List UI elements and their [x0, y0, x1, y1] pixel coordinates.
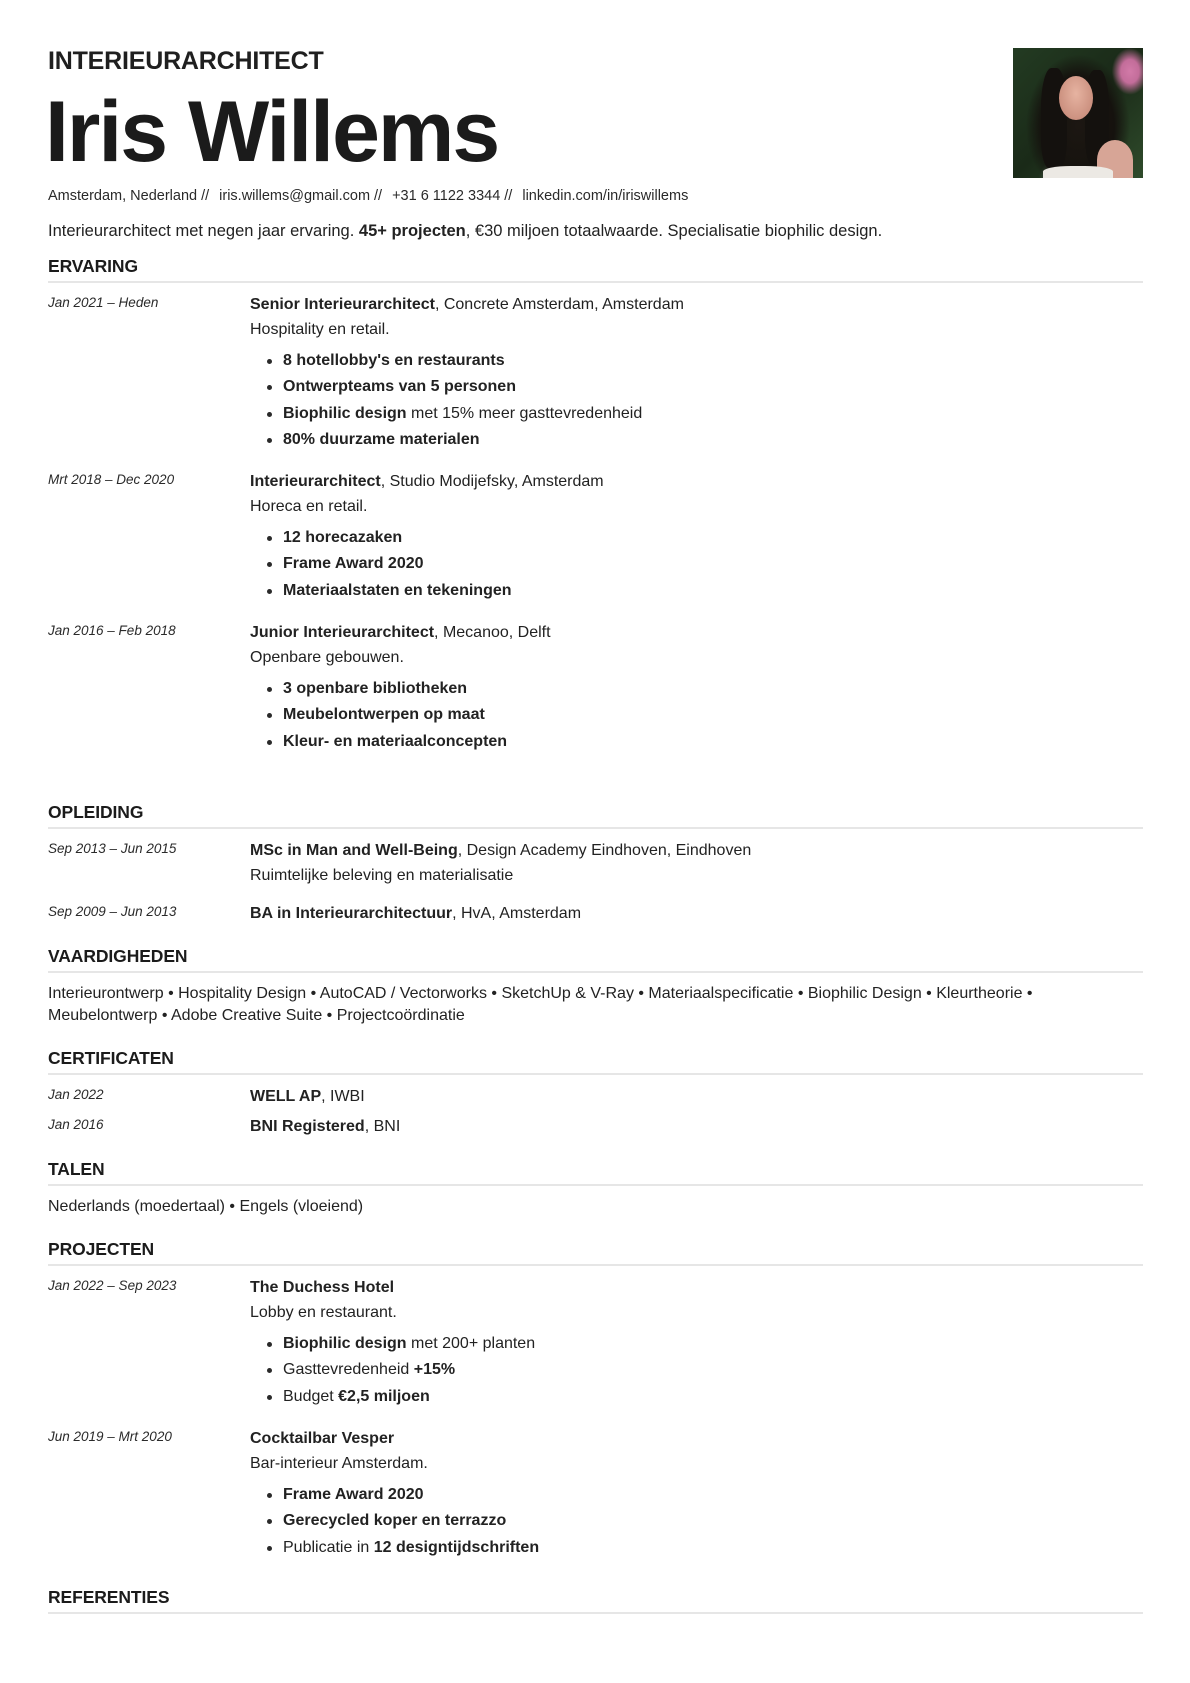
summary-text: Interieurarchitect met negen jaar ervaring. — [48, 222, 359, 240]
section-divider — [48, 1612, 1143, 1614]
entry-headline — [250, 904, 1130, 924]
summary-highlight: 45+ projecten — [358, 222, 466, 240]
entry-school: , Design Academy Eindhoven, Eindhoven — [457, 842, 752, 859]
certificate-issuer: , BNI — [364, 1118, 401, 1135]
bullet-item: Meubelontwerpen op maat — [267, 705, 1130, 725]
entry-bullets — [250, 679, 1130, 752]
entry-bullets — [250, 351, 1130, 450]
bullet-item: Biophilic design met 200+ planten — [267, 1334, 1130, 1354]
entry-date: Jan 2021 – Heden — [48, 295, 159, 310]
section-title: TALEN — [48, 1159, 105, 1179]
entry-degree: BA in Interieurarchitectuur — [250, 905, 453, 922]
section-divider — [48, 827, 1143, 829]
entry-bullets — [250, 1334, 1130, 1407]
contact-line — [48, 188, 688, 204]
section-divider — [48, 1264, 1143, 1266]
bullet-item: Gasttevredenheid +15% — [267, 1360, 1130, 1380]
entry-headline — [250, 623, 1130, 643]
profile-photo — [1013, 48, 1143, 178]
bullet-item: 12 horecazaken — [267, 528, 1130, 548]
photo-face — [1059, 76, 1093, 120]
entry-headline — [250, 295, 1130, 315]
entry-description: Bar-interieur Amsterdam. — [250, 1455, 428, 1472]
section-experience — [48, 255, 1143, 283]
entry-date: Jan 2016 – Feb 2018 — [48, 623, 176, 638]
person-name: Iris Willems — [45, 84, 499, 180]
entry-description: Hospitality en retail. — [250, 321, 390, 338]
bullet-item: Gerecycled koper en terrazzo — [267, 1511, 1130, 1531]
bullet-item: Materiaalstaten en tekeningen — [267, 581, 1130, 601]
section-title: ERVARING — [48, 256, 138, 276]
entry-role: Senior Interieurarchitect — [250, 296, 435, 313]
resume-page — [45, 0, 1143, 1607]
entry-bullets — [250, 1485, 1130, 1558]
section-divider — [48, 1184, 1143, 1186]
section-title: VAARDIGHEDEN — [48, 946, 188, 966]
entry-date: Sep 2009 – Jun 2013 — [48, 904, 177, 919]
section-title: REFERENTIES — [48, 1587, 170, 1607]
certificate-name: WELL AP — [250, 1088, 322, 1105]
bullet-item: Frame Award 2020 — [267, 554, 1130, 574]
bullet-item: Biophilic design met 15% meer gasttevredenheid — [267, 404, 1130, 424]
skills-line: Interieurontwerp • Hospitality Design • AutoCAD / Vectorworks • SketchUp & V-Ray • Materiaalspecificatie • Biophilic Design • Kleurtheorie • — [48, 985, 1033, 1002]
job-title: INTERIEURARCHITECT — [48, 47, 324, 75]
bullet-item: Kleur- en materiaalconcepten — [267, 732, 1130, 752]
entry-description: Lobby en restaurant. — [250, 1304, 397, 1321]
entry-date: Mrt 2018 – Dec 2020 — [48, 472, 175, 487]
entry-org: , Concrete Amsterdam, Amsterdam — [434, 296, 684, 313]
resume-header — [45, 0, 1143, 250]
certificate-issuer: , IWBI — [321, 1088, 365, 1105]
bullet-item: 80% duurzame materialen — [267, 430, 1130, 450]
bullet-item: Budget €2,5 miljoen — [267, 1387, 1130, 1407]
bullet-item: 3 openbare bibliotheken — [267, 679, 1130, 699]
skills-line: Meubelontwerp • Adobe Creative Suite • Projectcoördinatie — [48, 1007, 465, 1024]
certificate-name: BNI Registered — [250, 1118, 365, 1135]
entry-org: , Mecanoo, Delft — [434, 624, 551, 641]
languages-line: Nederlands (moedertaal) • Engels (vloeiend) — [48, 1198, 364, 1215]
contact-phone[interactable]: +31 6 1122 3344 — [392, 188, 501, 204]
entry-headline — [250, 1429, 1130, 1449]
entry-role: Junior Interieurarchitect — [250, 624, 435, 641]
entry-headline — [250, 472, 1130, 492]
contact-separator: // — [374, 188, 383, 204]
entry-description: Openbare gebouwen. — [250, 649, 404, 666]
entry-description: Horeca en retail. — [250, 498, 368, 515]
entry-role: Interieurarchitect — [250, 473, 381, 490]
entry-degree: MSc in Man and Well-Being — [250, 842, 458, 859]
section-certificates — [48, 1047, 1143, 1075]
contact-location: Amsterdam, Nederland — [48, 188, 198, 204]
entry-org: , Studio Modijefsky, Amsterdam — [380, 473, 604, 490]
bullet-item: Ontwerpteams van 5 personen — [267, 377, 1130, 397]
profile-summary — [48, 222, 882, 241]
bullet-item: Frame Award 2020 — [267, 1485, 1130, 1505]
contact-separator: // — [201, 188, 210, 204]
contact-linkedin[interactable]: linkedin.com/in/iriswillems — [522, 188, 689, 204]
section-education — [48, 801, 1143, 829]
entry-headline — [250, 1117, 1130, 1137]
contact-separator: // — [504, 188, 513, 204]
photo-shirt — [1043, 166, 1113, 178]
section-divider — [48, 281, 1143, 283]
entry-headline — [250, 1278, 1130, 1298]
section-languages — [48, 1158, 1143, 1218]
entry-date: Jun 2019 – Mrt 2020 — [48, 1429, 172, 1444]
section-projects — [48, 1238, 1143, 1266]
entry-school: , HvA, Amsterdam — [452, 905, 582, 922]
section-title: PROJECTEN — [48, 1239, 155, 1259]
bullet-item: 8 hotellobby's en restaurants — [267, 351, 1130, 371]
project-name: The Duchess Hotel — [250, 1279, 395, 1296]
section-references — [48, 1586, 1143, 1614]
entry-bullets — [250, 528, 1130, 601]
section-divider — [48, 1073, 1143, 1075]
section-skills — [48, 945, 1143, 1027]
summary-text: , €30 miljoen totaalwaarde. Specialisatie biophilic design. — [465, 222, 883, 240]
bullet-item: Publicatie in 12 designtijdschriften — [267, 1538, 1130, 1558]
entry-date: Jan 2022 – Sep 2023 — [48, 1278, 177, 1293]
contact-email[interactable]: iris.willems@gmail.com — [219, 188, 371, 204]
section-title: CERTIFICATEN — [48, 1048, 174, 1068]
section-divider — [48, 971, 1143, 973]
entry-headline — [250, 1087, 1130, 1107]
entry-headline — [250, 841, 1130, 861]
entry-date: Jan 2016 — [48, 1117, 104, 1132]
entry-date: Sep 2013 – Jun 2015 — [48, 841, 177, 856]
entry-description: Ruimtelijke beleving en materialisatie — [250, 867, 514, 884]
project-name: Cocktailbar Vesper — [250, 1430, 395, 1447]
entry-date: Jan 2022 — [48, 1087, 104, 1102]
section-title: OPLEIDING — [48, 802, 144, 822]
